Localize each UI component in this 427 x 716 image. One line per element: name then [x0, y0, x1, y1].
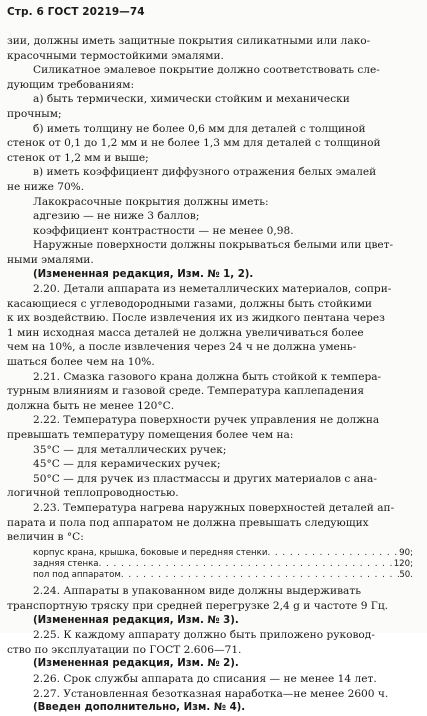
text-line: зии, должны иметь защитные покрытия силикатными или лако- — [7, 35, 371, 47]
document-body — [7, 34, 415, 716]
text-line: чем на 10%, а после извлечения через 24 ч не должна умень- — [7, 341, 357, 354]
text-line: адгезию — не ниже 3 баллов; — [33, 210, 200, 223]
text-line: (Измененная редакция, Изм. № 1, 2). — [33, 268, 254, 280]
page-header: Стр. 6 ГОСТ 20219—74 — [7, 6, 145, 18]
text-line: дующим требованиям: — [7, 78, 135, 91]
text-line: а) быть термически, химически стойким и механически — [33, 93, 350, 106]
text-line: (Измененная редакция, Изм. № 2). — [33, 658, 239, 670]
text-line: 2.24. Аппараты в упакованном виде должны выдерживать — [33, 585, 361, 598]
text-line: Наружные поверхности должны покрываться белыми или цвет- — [33, 239, 394, 252]
text-line: Лакокрасочные покрытия должны иметь: — [33, 195, 269, 208]
table-row-value: 90; — [399, 547, 413, 558]
text-line: 50°С — для ручек из пластмассы и других материалов с ана- — [33, 472, 377, 485]
table-row-value: 50. — [399, 570, 413, 581]
table-row-label: пол под аппаратом — [33, 570, 121, 581]
text-line: б) иметь толщину не более 0,6 мм для деталей с толщиной — [33, 122, 366, 135]
text-line: ство по эксплуатации по ГОСТ 2.606—71. — [7, 643, 242, 656]
leader-dots — [267, 548, 399, 559]
table-row-label: задняя стенка — [33, 558, 99, 569]
leader-dots — [121, 570, 399, 581]
text-line: красочными термостойкими эмалями. — [7, 49, 224, 62]
table-row-label: корпус крана, крышка, боковые и передняя стенки — [33, 547, 268, 558]
text-line: 1 мин исходная масса деталей не должна увеличиваться более — [7, 326, 364, 339]
text-line: прочным; — [7, 107, 62, 120]
text-line: в) иметь коэффициент диффузного отражения белых эмалей — [33, 166, 377, 179]
text-line: 35°С — для металлических ручек; — [33, 443, 227, 456]
text-line: стенок от 0,1 до 1,2 мм и не более 1,3 мм для деталей с толщиной — [7, 137, 381, 150]
text-line: парата и пола под аппаратом не должна превышать следующих — [7, 516, 369, 529]
text-line: 2.23. Температура нагрева наружных поверхностей деталей ап- — [33, 502, 395, 514]
text-line: (Введен дополнительно, Изм. № 4). — [33, 702, 246, 714]
text-line: турным влияниям и газовой среде. Температура каплепадения — [7, 385, 365, 398]
table-row-value: 120; — [393, 558, 413, 569]
text-line: 2.22. Температура поверхности ручек управления не должна — [33, 414, 380, 427]
text-line: 2.20. Детали аппарата из неметаллических материалов, сопри- — [33, 283, 392, 296]
text-line: логичной теплопроводностью. — [7, 487, 179, 500]
text-block-bottom — [7, 584, 415, 715]
text-line: 2.21. Смазка газового крана должна быть стойкой к темпера- — [33, 370, 382, 383]
text-block-top — [7, 34, 415, 545]
text-line: 2.25. К каждому аппарату должно быть приложено руковод- — [33, 629, 375, 642]
table-row — [7, 548, 413, 559]
text-line: стенок от 1,2 мм и выше; — [7, 151, 149, 164]
text-line: величин в °С: — [7, 531, 84, 544]
text-line: должна быть не менее 120°С. — [7, 399, 175, 412]
table-row — [7, 559, 413, 570]
text-line: касающиеся с углеводородными газами, должны быть стойкими — [7, 297, 372, 310]
temperature-table — [7, 548, 415, 582]
text-line: шаться более чем на 10%. — [7, 356, 155, 369]
text-line: ными эмалями. — [7, 253, 94, 266]
text-line: коэффициент контрастности — не менее 0,98. — [33, 224, 294, 237]
leader-dots — [99, 559, 394, 570]
text-line: 45°С — для керамических ручек; — [33, 458, 221, 471]
text-line: превышать температуру помещения более чем на: — [7, 429, 294, 442]
text-line: (Измененная редакция, Изм. № 3). — [33, 614, 239, 626]
text-line: транспортную тряску при средней перегрузке 2,4 g и частоте 9 Гц. — [7, 599, 388, 612]
text-line: к их воздействию. После извлечения их из жидкого пентана через — [7, 312, 385, 325]
text-line: Силикатное эмалевое покрытие должно соответствовать сле- — [33, 64, 380, 77]
text-line: 2.26. Срок службы аппарата до списания — не менее 14 лет. — [33, 672, 377, 685]
text-line: 2.27. Установленная безотказная наработка—не менее 2600 ч. — [33, 687, 389, 700]
table-row — [7, 570, 413, 581]
text-line: не ниже 70%. — [7, 180, 85, 193]
